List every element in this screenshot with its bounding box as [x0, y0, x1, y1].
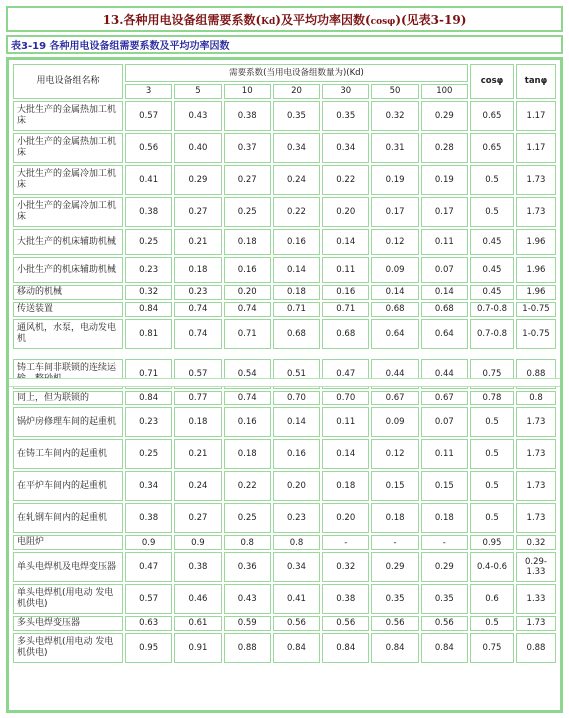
equipment-name-cell: 小批生产的机床辅助机械 — [13, 257, 123, 283]
demand-coefficient-cell: 0.71 — [224, 319, 271, 349]
equipment-name-cell: 单头电焊机(用电动 发电机供电) — [13, 584, 123, 614]
equipment-name-cell: 大批生产的金属冷加工机床 — [13, 165, 123, 195]
cos-cell: 0.65 — [470, 133, 514, 163]
demand-coefficient-cell: 0.18 — [273, 285, 320, 300]
coefficient-table — [11, 62, 558, 351]
demand-coefficient-cell: 0.23 — [273, 503, 320, 533]
demand-coefficient-cell: 0.11 — [322, 257, 369, 283]
demand-coefficient-cell: 0.43 — [224, 584, 271, 614]
tan-cell: 1.96 — [516, 257, 556, 283]
demand-coefficient-cell: 0.35 — [371, 584, 418, 614]
demand-coefficient-cell: 0.34 — [322, 133, 369, 163]
tan-cell: 0.88 — [516, 633, 556, 663]
demand-coefficient-cell: 0.67 — [421, 391, 468, 406]
table-row — [13, 552, 556, 582]
cos-cell: 0.45 — [470, 229, 514, 255]
equipment-name-cell: 通风机，水泵，电动发电机 — [13, 319, 123, 349]
demand-coefficient-cell: 0.36 — [224, 552, 271, 582]
demand-coefficient-cell: 0.19 — [371, 165, 418, 195]
cos-cell: 0.4-0.6 — [470, 552, 514, 582]
demand-coefficient-cell: 0.32 — [371, 101, 418, 131]
demand-coefficient-cell: 0.59 — [224, 616, 271, 631]
tan-cell: 1.73 — [516, 616, 556, 631]
demand-coefficient-cell: 0.14 — [322, 229, 369, 255]
table-row — [13, 584, 556, 614]
demand-coefficient-cell: 0.14 — [273, 257, 320, 283]
demand-coefficient-cell: 0.35 — [273, 101, 320, 131]
cos-cell: 0.75 — [470, 359, 514, 389]
equipment-name-cell: 传送装置 — [13, 302, 123, 317]
demand-coefficient-cell: 0.56 — [322, 616, 369, 631]
cos-cell: 0.5 — [470, 439, 514, 469]
tan-cell: 1.96 — [516, 285, 556, 300]
demand-coefficient-cell: 0.64 — [421, 319, 468, 349]
equipment-name-cell: 在轧钢车间内的起重机 — [13, 503, 123, 533]
demand-coefficient-cell: 0.32 — [322, 552, 369, 582]
equipment-name-cell: 多头电焊机(用电动 发电机供电) — [13, 633, 123, 663]
demand-coefficient-cell: 0.23 — [125, 257, 172, 283]
demand-coefficient-cell: 0.14 — [421, 285, 468, 300]
demand-coefficient-cell: 0.34 — [125, 471, 172, 501]
cos-cell: 0.6 — [470, 584, 514, 614]
demand-coefficient-cell: 0.54 — [224, 359, 271, 389]
table-row — [13, 197, 556, 227]
demand-coefficient-cell: 0.81 — [125, 319, 172, 349]
count-header-cell: 30 — [322, 84, 369, 99]
demand-coefficient-cell: 0.67 — [371, 391, 418, 406]
demand-coefficient-cell: 0.71 — [322, 302, 369, 317]
demand-coefficient-cell: 0.9 — [125, 535, 172, 550]
table-row — [13, 633, 556, 663]
demand-coefficient-cell: 0.21 — [174, 229, 221, 255]
equipment-name-cell: 电阻炉 — [13, 535, 123, 550]
cos-cell: 0.5 — [470, 471, 514, 501]
demand-coefficient-cell: 0.17 — [421, 197, 468, 227]
tan-cell: 1.17 — [516, 101, 556, 131]
demand-coefficient-cell: 0.46 — [174, 584, 221, 614]
demand-coefficient-cell: 0.77 — [174, 391, 221, 406]
demand-coefficient-cell: 0.84 — [273, 633, 320, 663]
header-row — [13, 64, 556, 82]
demand-coefficient-cell: 0.21 — [174, 439, 221, 469]
demand-coefficient-cell: 0.84 — [322, 633, 369, 663]
demand-coefficient-cell: 0.29 — [421, 101, 468, 131]
demand-coefficient-cell: 0.41 — [273, 584, 320, 614]
demand-coefficient-cell: 0.15 — [371, 471, 418, 501]
cos-cell: 0.7-0.8 — [470, 302, 514, 317]
equipment-name-cell: 小批生产的金属冷加工机床 — [13, 197, 123, 227]
demand-coefficient-cell: 0.71 — [125, 359, 172, 389]
equipment-name-cell: 大批生产的金属热加工机床 — [13, 101, 123, 131]
tan-cell: 1.73 — [516, 503, 556, 533]
demand-coefficient-cell: 0.16 — [322, 285, 369, 300]
page-title: 13.各种用电设备组需要系数(Kd)及平均功率因数(cosφ)(见表3-19) — [102, 12, 467, 27]
demand-coefficient-cell: 0.14 — [322, 439, 369, 469]
demand-coefficient-cell: 0.38 — [174, 552, 221, 582]
demand-coefficient-cell: 0.35 — [322, 101, 369, 131]
demand-coefficient-header: 需要系数(当用电设备组数量为)(Kd) — [125, 64, 468, 82]
equipment-name-cell: 锅炉房修理车间的起重机 — [13, 407, 123, 437]
demand-coefficient-cell: 0.74 — [174, 319, 221, 349]
cos-cell: 0.5 — [470, 165, 514, 195]
table-row — [13, 319, 556, 349]
tan-cell: 1-0.75 — [516, 302, 556, 317]
demand-coefficient-cell: 0.20 — [322, 197, 369, 227]
demand-coefficient-cell: 0.34 — [273, 133, 320, 163]
cos-cell: 0.5 — [470, 407, 514, 437]
demand-coefficient-cell: 0.18 — [174, 407, 221, 437]
demand-coefficient-cell: 0.18 — [174, 257, 221, 283]
equipment-name-header: 用电设备组名称 — [13, 64, 123, 99]
demand-coefficient-cell: 0.25 — [125, 439, 172, 469]
cos-cell: 0.45 — [470, 257, 514, 283]
coefficient-table-frame — [6, 57, 563, 713]
table-caption: 表3-19 各种用电设备组需要系数及平均功率因数 — [11, 41, 230, 52]
demand-coefficient-cell: 0.51 — [273, 359, 320, 389]
demand-coefficient-cell: 0.24 — [174, 471, 221, 501]
demand-coefficient-cell: 0.18 — [421, 503, 468, 533]
cos-cell: 0.95 — [470, 535, 514, 550]
demand-coefficient-cell: 0.20 — [322, 503, 369, 533]
demand-coefficient-cell: 0.68 — [371, 302, 418, 317]
count-header-cell: 10 — [224, 84, 271, 99]
demand-coefficient-cell: 0.23 — [174, 285, 221, 300]
demand-coefficient-cell: 0.40 — [174, 133, 221, 163]
tan-cell: 1.96 — [516, 229, 556, 255]
demand-coefficient-cell: 0.84 — [371, 633, 418, 663]
demand-coefficient-cell: 0.44 — [421, 359, 468, 389]
tan-cell: 1.73 — [516, 197, 556, 227]
demand-coefficient-cell: 0.20 — [273, 471, 320, 501]
table-row — [13, 616, 556, 631]
cos-cell: 0.5 — [470, 616, 514, 631]
table-caption-bar — [6, 35, 563, 54]
cos-cell: 0.65 — [470, 101, 514, 131]
demand-coefficient-cell: 0.07 — [421, 257, 468, 283]
equipment-name-cell: 铸工车间非联锁的连续运 — [13, 359, 123, 389]
cos-cell: 0.45 — [470, 285, 514, 300]
tan-cell: 1.73 — [516, 439, 556, 469]
coefficient-table-continued — [11, 357, 558, 665]
table-row — [13, 257, 556, 283]
demand-coefficient-cell: 0.32 — [125, 285, 172, 300]
table-body-top — [13, 64, 556, 349]
demand-coefficient-cell: 0.16 — [224, 257, 271, 283]
count-header-cell: 50 — [371, 84, 418, 99]
demand-coefficient-cell: 0.74 — [224, 391, 271, 406]
table-seam — [9, 378, 560, 387]
table-row — [13, 391, 556, 406]
table-row — [13, 285, 556, 300]
demand-coefficient-cell: 0.12 — [371, 229, 418, 255]
demand-coefficient-cell: 0.74 — [174, 302, 221, 317]
demand-coefficient-cell: 0.29 — [174, 165, 221, 195]
tan-cell: 0.32 — [516, 535, 556, 550]
demand-coefficient-cell: 0.12 — [371, 439, 418, 469]
demand-coefficient-cell: 0.88 — [224, 633, 271, 663]
demand-coefficient-cell: 0.68 — [273, 319, 320, 349]
demand-coefficient-cell: 0.11 — [421, 439, 468, 469]
demand-coefficient-cell: 0.84 — [125, 391, 172, 406]
demand-coefficient-cell: 0.95 — [125, 633, 172, 663]
demand-coefficient-cell: 0.18 — [224, 439, 271, 469]
demand-coefficient-cell: 0.14 — [371, 285, 418, 300]
demand-coefficient-cell: 0.16 — [273, 439, 320, 469]
equipment-name-cell: 在铸工车间内的起重机 — [13, 439, 123, 469]
demand-coefficient-cell: 0.38 — [125, 503, 172, 533]
demand-coefficient-cell: 0.8 — [273, 535, 320, 550]
demand-coefficient-cell: 0.47 — [125, 552, 172, 582]
table-body-bottom — [13, 359, 556, 663]
demand-coefficient-cell: 0.22 — [224, 471, 271, 501]
table-row — [13, 101, 556, 131]
demand-coefficient-cell: 0.56 — [371, 616, 418, 631]
demand-coefficient-cell: 0.09 — [371, 257, 418, 283]
demand-coefficient-cell: 0.38 — [322, 584, 369, 614]
table-row — [13, 302, 556, 317]
count-header-cell: 3 — [125, 84, 172, 99]
cos-cell: 0.78 — [470, 391, 514, 406]
demand-coefficient-cell: 0.84 — [421, 633, 468, 663]
demand-coefficient-cell: 0.22 — [273, 197, 320, 227]
demand-coefficient-cell: 0.29 — [371, 552, 418, 582]
demand-coefficient-cell: 0.28 — [421, 133, 468, 163]
demand-coefficient-cell: 0.27 — [224, 165, 271, 195]
equipment-name-cell: 多头电焊变压器 — [13, 616, 123, 631]
equipment-name-cell: 小批生产的金属热加工机床 — [13, 133, 123, 163]
demand-coefficient-cell: 0.29 — [421, 552, 468, 582]
demand-coefficient-cell: 0.31 — [371, 133, 418, 163]
equipment-name-cell: 单头电焊机及电焊变压器 — [13, 552, 123, 582]
demand-coefficient-cell: - — [421, 535, 468, 550]
demand-coefficient-cell: 0.25 — [224, 197, 271, 227]
demand-coefficient-cell: 0.11 — [322, 407, 369, 437]
demand-coefficient-cell: 0.38 — [125, 197, 172, 227]
demand-coefficient-cell: 0.68 — [322, 319, 369, 349]
demand-coefficient-cell: 0.09 — [371, 407, 418, 437]
demand-coefficient-cell: 0.16 — [273, 229, 320, 255]
demand-coefficient-cell: 0.57 — [125, 101, 172, 131]
demand-coefficient-cell: 0.27 — [174, 197, 221, 227]
demand-coefficient-cell: 0.8 — [224, 535, 271, 550]
demand-coefficient-cell: 0.43 — [174, 101, 221, 131]
demand-coefficient-cell: 0.61 — [174, 616, 221, 631]
demand-coefficient-cell: 0.56 — [273, 616, 320, 631]
demand-coefficient-cell: 0.27 — [174, 503, 221, 533]
demand-coefficient-cell: 0.9 — [174, 535, 221, 550]
demand-coefficient-cell: 0.23 — [125, 407, 172, 437]
demand-coefficient-cell: 0.25 — [224, 503, 271, 533]
tan-cell: 0.88 — [516, 359, 556, 389]
tan-cell: 1.73 — [516, 471, 556, 501]
demand-coefficient-cell: 0.18 — [224, 229, 271, 255]
demand-coefficient-cell: - — [371, 535, 418, 550]
demand-coefficient-cell: 0.44 — [371, 359, 418, 389]
tan-cell: 1.17 — [516, 133, 556, 163]
equipment-name-cell: 同上，但为联锁的 — [13, 391, 123, 406]
demand-coefficient-cell: 0.15 — [421, 471, 468, 501]
count-header-cell: 100 — [421, 84, 468, 99]
count-header-cell: 5 — [174, 84, 221, 99]
tan-cell: 0.8 — [516, 391, 556, 406]
demand-coefficient-cell: 0.20 — [224, 285, 271, 300]
demand-coefficient-cell: 0.35 — [421, 584, 468, 614]
demand-coefficient-cell: 0.34 — [273, 552, 320, 582]
demand-coefficient-cell: 0.16 — [224, 407, 271, 437]
equipment-name-cell: 移动的机械 — [13, 285, 123, 300]
cos-cell: 0.5 — [470, 503, 514, 533]
demand-coefficient-cell: 0.57 — [174, 359, 221, 389]
count-header-cell: 20 — [273, 84, 320, 99]
table-row — [13, 229, 556, 255]
table-row — [13, 439, 556, 469]
demand-coefficient-cell: 0.25 — [125, 229, 172, 255]
table-row — [13, 535, 556, 550]
demand-coefficient-cell: 0.07 — [421, 407, 468, 437]
demand-coefficient-cell: 0.17 — [371, 197, 418, 227]
demand-coefficient-cell: 0.47 — [322, 359, 369, 389]
table-row — [13, 165, 556, 195]
tan-cell: 1.33 — [516, 584, 556, 614]
demand-coefficient-cell: 0.11 — [421, 229, 468, 255]
tan-cell: 1-0.75 — [516, 319, 556, 349]
cos-header: cosφ — [470, 64, 514, 99]
demand-coefficient-cell: 0.56 — [125, 133, 172, 163]
cos-cell: 0.75 — [470, 633, 514, 663]
demand-coefficient-cell: 0.91 — [174, 633, 221, 663]
demand-coefficient-cell: 0.38 — [224, 101, 271, 131]
page-title-bar — [6, 6, 563, 32]
tan-cell: 1.73 — [516, 407, 556, 437]
demand-coefficient-cell: 0.84 — [125, 302, 172, 317]
demand-coefficient-cell: 0.64 — [371, 319, 418, 349]
equipment-name-cell: 大批生产的机床辅助机械 — [13, 229, 123, 255]
demand-coefficient-cell: 0.71 — [273, 302, 320, 317]
demand-coefficient-cell: 0.18 — [322, 471, 369, 501]
table-row — [13, 133, 556, 163]
equipment-name-cell: 在平炉车间内的起重机 — [13, 471, 123, 501]
tan-header: tanφ — [516, 64, 556, 99]
table-row — [13, 407, 556, 437]
table-row — [13, 503, 556, 533]
demand-coefficient-cell: 0.18 — [371, 503, 418, 533]
demand-coefficient-cell: 0.70 — [273, 391, 320, 406]
demand-coefficient-cell: 0.19 — [421, 165, 468, 195]
table-row — [13, 471, 556, 501]
demand-coefficient-cell: 0.14 — [273, 407, 320, 437]
demand-coefficient-cell: - — [322, 535, 369, 550]
demand-coefficient-cell: 0.41 — [125, 165, 172, 195]
cos-cell: 0.5 — [470, 197, 514, 227]
cos-cell: 0.7-0.8 — [470, 319, 514, 349]
demand-coefficient-cell: 0.70 — [322, 391, 369, 406]
demand-coefficient-cell: 0.74 — [224, 302, 271, 317]
demand-coefficient-cell: 0.63 — [125, 616, 172, 631]
demand-coefficient-cell: 0.56 — [421, 616, 468, 631]
tan-cell: 0.29-1.33 — [516, 552, 556, 582]
demand-coefficient-cell: 0.57 — [125, 584, 172, 614]
demand-coefficient-cell: 0.37 — [224, 133, 271, 163]
demand-coefficient-cell: 0.68 — [421, 302, 468, 317]
demand-coefficient-cell: 0.24 — [273, 165, 320, 195]
tan-cell: 1.73 — [516, 165, 556, 195]
demand-coefficient-cell: 0.22 — [322, 165, 369, 195]
